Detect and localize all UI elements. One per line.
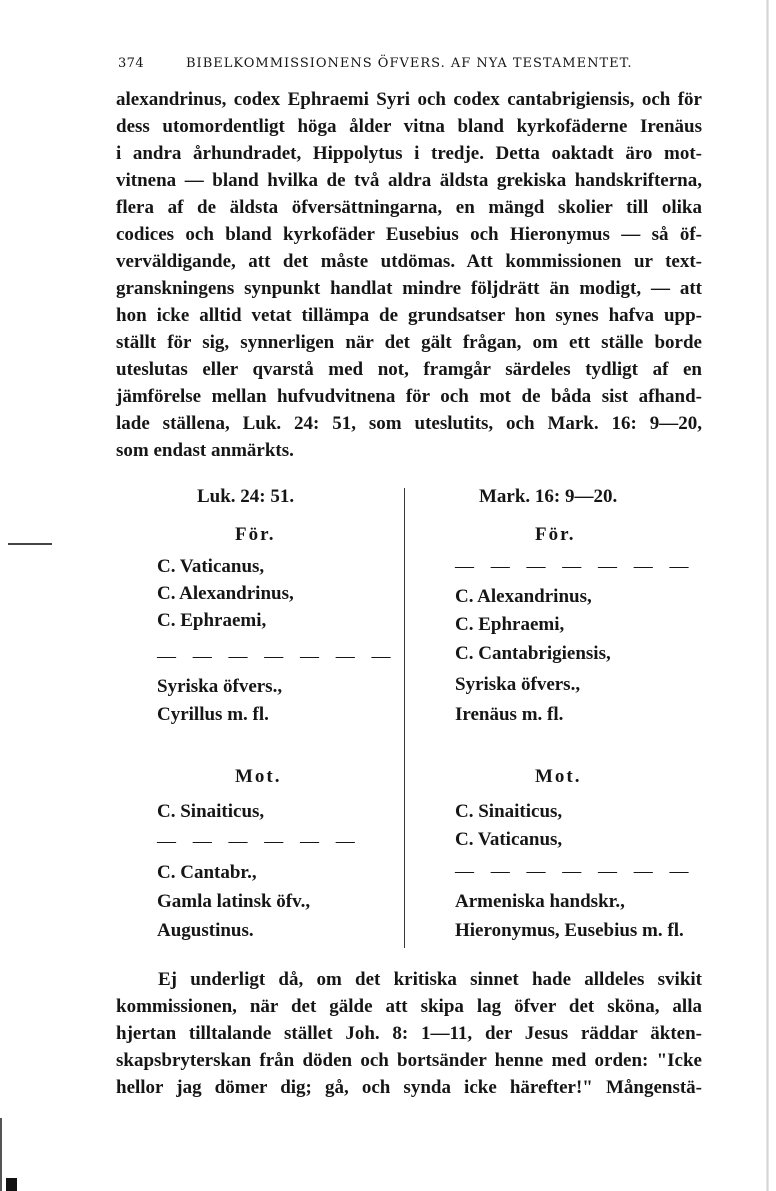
- text-line: i andra århundradet, Hippolytus i tredje. Detta oaktadt äro mot-: [116, 143, 702, 164]
- witness-item: C. Sinaiticus,: [157, 801, 265, 822]
- text-line: codices och bland kyrkofäder Eusebius och Hieronymus — så öf-: [116, 224, 702, 245]
- witness-item: C. Ephraemi,: [157, 610, 267, 631]
- column-divider: [404, 488, 405, 948]
- text-line: skapsbryterskan från döden och bortsänder henne med orden: "Icke: [116, 1050, 702, 1071]
- scan-artifact-line: [8, 543, 52, 545]
- running-title: BIBELKOMMISSIONENS ÖFVERS. AF NYA TESTAMENTET.: [186, 56, 633, 71]
- witness-item: Cyrillus m. fl.: [157, 704, 269, 725]
- text-line: Ej underligt då, om det kritiska sinnet hade alldeles svikit: [158, 969, 702, 990]
- binding-edge-block: [6, 1178, 17, 1191]
- for-heading: För.: [235, 524, 276, 545]
- text-line: flera af de äldsta öfversättningarna, en mängd skolier till olika: [116, 197, 702, 218]
- witness-item: C. Ephraemi,: [455, 614, 565, 635]
- text-line: hjertan tilltalande stället Joh. 8: 1—11, der Jesus räddar äkten-: [116, 1023, 702, 1044]
- gap-dashes: — — — — — — —: [157, 646, 397, 667]
- witness-item: C. Vaticanus,: [455, 829, 563, 850]
- text-line: jämförelse mellan hufvudvitnena för och mot de båda sist afhand-: [116, 386, 702, 407]
- text-line: alexandrinus, codex Ephraemi Syri och codex cantabrigiensis, och för: [116, 89, 702, 110]
- page-edge-right: [766, 0, 769, 1191]
- gap-dashes: — — — — — — —: [455, 861, 695, 882]
- against-heading: Mot.: [235, 766, 282, 787]
- witness-item: C. Alexandrinus,: [455, 586, 592, 607]
- for-heading: För.: [535, 524, 576, 545]
- gap-dashes: — — — — — — —: [455, 556, 695, 577]
- column-title: Luk. 24: 51.: [197, 486, 295, 507]
- text-line: hellor jag dömer dig; gå, och synda icke härefter!" Mångenstä-: [116, 1077, 702, 1098]
- right-witness-column: [455, 484, 715, 954]
- page-number: 374: [118, 56, 145, 71]
- text-line: dess utomordentligt höga ålder vitna bland kyrkofäderne Irenäus: [116, 116, 702, 137]
- witness-item: Irenäus m. fl.: [455, 704, 564, 725]
- text-line: lade ställena, Luk. 24: 51, som uteslutits, och Mark. 16: 9—20,: [116, 413, 702, 434]
- text-line: verväldigande, att det måste utdömas. Att kommissionen ur text-: [116, 251, 702, 272]
- witness-item: Augustinus.: [157, 920, 254, 941]
- column-title: Mark. 16: 9—20.: [479, 486, 618, 507]
- witness-item: Syriska öfvers.,: [455, 674, 581, 695]
- text-line: uteslutas eller qvarstå med not, framgår särdeles tydligt af en: [116, 359, 702, 380]
- witness-item: C. Cantabrigiensis,: [455, 643, 611, 664]
- witness-item: Hieronymus, Eusebius m. fl.: [455, 920, 684, 941]
- text-line: hon icke alltid vetat tillämpa de grundsatser hon synes hafva upp-: [116, 305, 702, 326]
- text-line: kommissionen, när det gälde att skipa lag öfver det sköna, alla: [116, 996, 702, 1017]
- text-line: som endast anmärkts.: [116, 440, 294, 461]
- paragraph-1: [116, 86, 702, 464]
- witness-item: C. Alexandrinus,: [157, 583, 294, 604]
- page-header: [118, 56, 704, 78]
- witness-item: C. Vaticanus,: [157, 556, 265, 577]
- witness-item: C. Cantabr.,: [157, 862, 257, 883]
- witness-item: Syriska öfvers.,: [157, 676, 283, 697]
- witness-item: Armeniska handskr.,: [455, 891, 625, 912]
- witness-item: Gamla latinsk öfv.,: [157, 891, 311, 912]
- paragraph-2: [116, 966, 702, 1101]
- against-heading: Mot.: [535, 766, 582, 787]
- left-witness-column: [157, 484, 397, 954]
- text-line: granskningens synpunkt handlat mindre följdrätt än modigt, — att: [116, 278, 702, 299]
- gap-dashes: — — — — — —: [157, 831, 361, 852]
- binding-edge-mark: [0, 1118, 2, 1191]
- text-line: vitnena — bland hvilka de två aldra äldsta grekiska handskrifterna,: [116, 170, 702, 191]
- witness-item: C. Sinaiticus,: [455, 801, 563, 822]
- text-line: ställt för sig, synnerligen när det gält frågan, om ett ställe borde: [116, 332, 702, 353]
